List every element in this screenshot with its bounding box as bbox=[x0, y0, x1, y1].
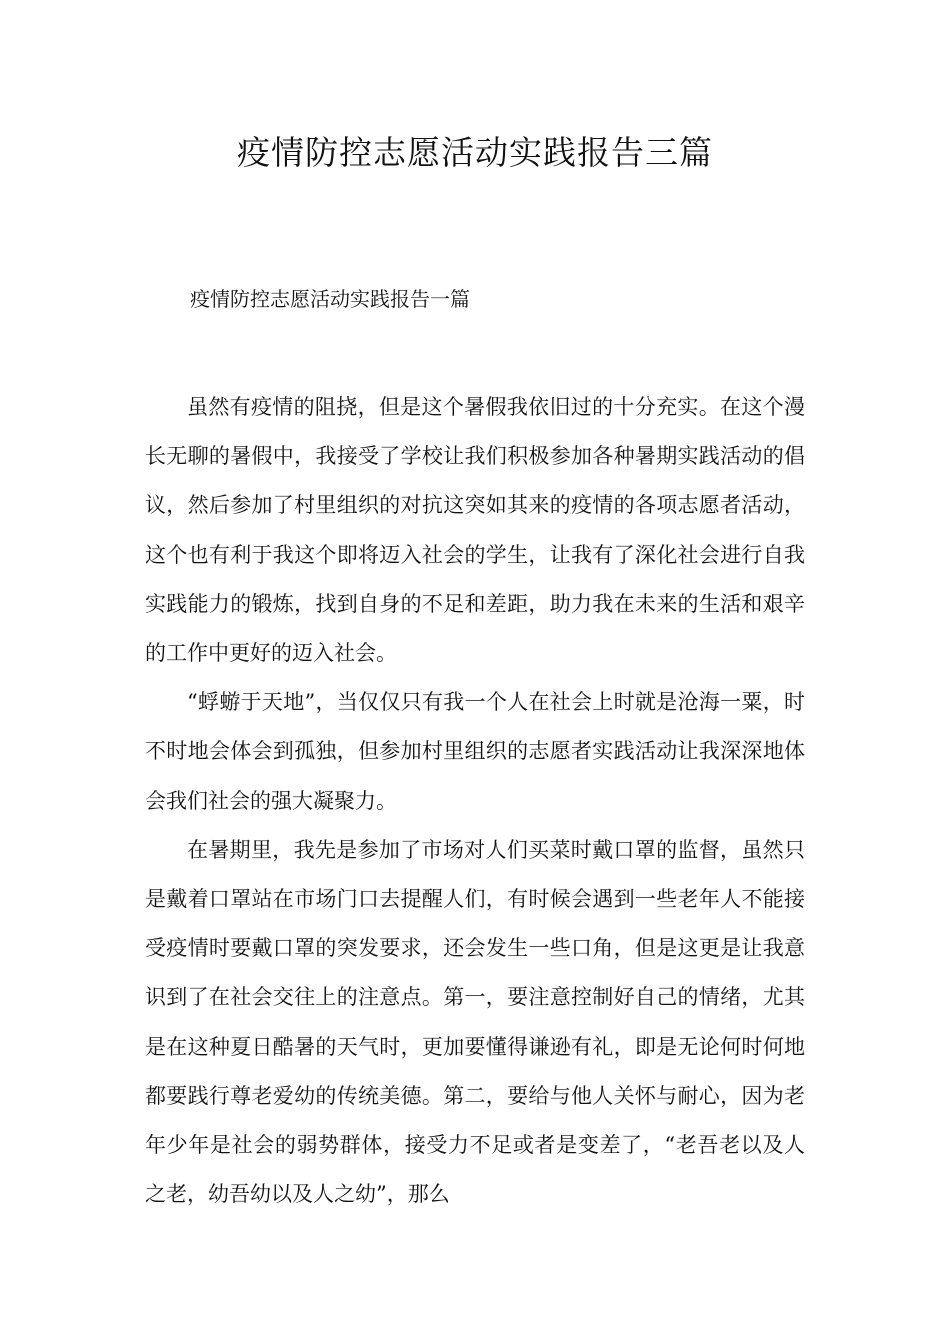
body-paragraph-2: “蜉蝣于天地”，当仅仅只有我一个人在社会上时就是沧海一粟，时不时地会体会到孤独，但参加村里组织的志愿者实践活动让我深深地体会我们社会的强大凝聚力。 bbox=[145, 690, 805, 813]
document-body bbox=[145, 383, 805, 1219]
body-paragraph-1: 虽然有疫情的阻挠，但是这个暑假我依旧过的十分充实。在这个漫长无聊的暑假中，我接受了学校让我们积极参加各种暑期实践活动的倡议，然后参加了村里组织的对抗这突如其来的疫情的各项志愿者活动，这个也有利于我这个即将迈入社会的学生，让我有了深化社会进行自我实践能力的锻炼，找到自身的不足和差距，助力我在未来的生活和艰辛的工作中更好的迈入社会。 bbox=[145, 395, 805, 666]
section-heading: 疫情防控志愿活动实践报告一篇 bbox=[190, 287, 470, 311]
document-title: 疫情防控志愿活动实践报告三篇 bbox=[237, 133, 713, 172]
body-paragraph-3: 在暑期里，我先是参加了市场对人们买菜时戴口罩的监督，虽然只是戴着口罩站在市场门口去提醒人们，有时候会遇到一些老年人不能接受疫情时要戴口罩的突发要求，还会发生一些口角，但是这更是让我意识到了在社会交往上的注意点。第一，要注意控制好自己的情绪，尤其是在这种夏日酷暑的天气时，更加要懂得谦逊有礼，即是无论何时何地都要践行尊老爱幼的传统美德。第二，要给与他人关怀与耐心，因为老年少年是社会的弱势群体，接受力不足或者是变差了，“老吾老以及人之老，幼吾幼以及人之幼”，那么 bbox=[145, 837, 805, 1207]
